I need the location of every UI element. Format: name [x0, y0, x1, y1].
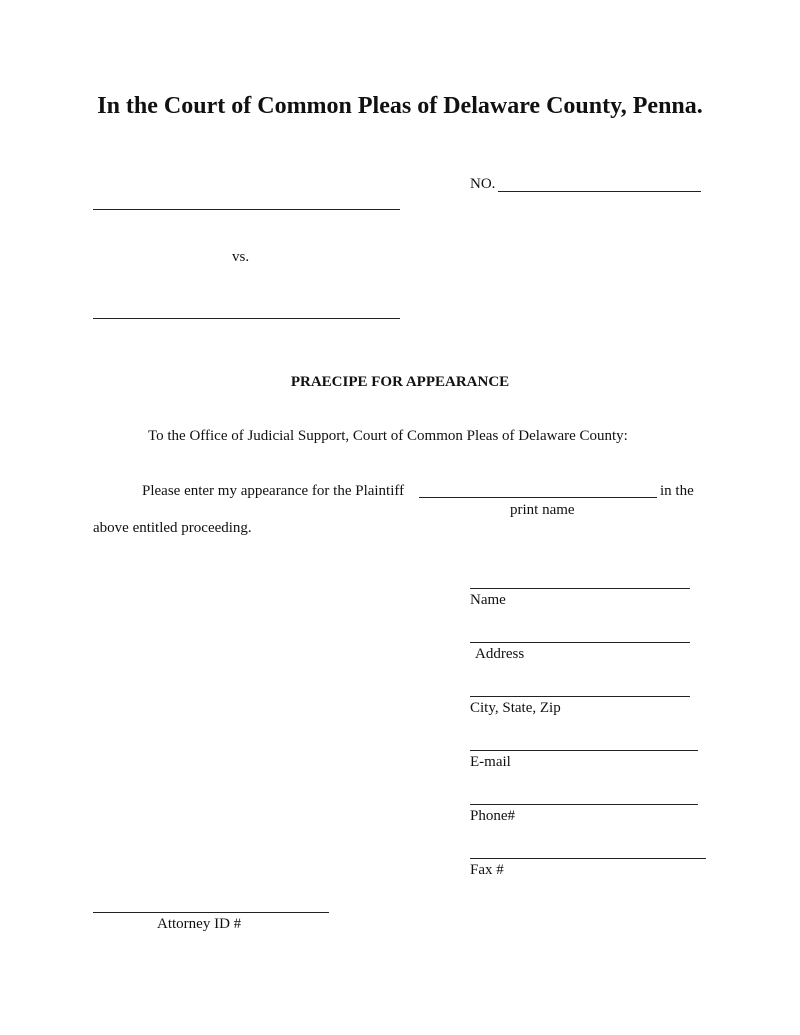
name-label: Name: [470, 592, 506, 608]
attorney-id-label: Attorney ID #: [157, 916, 242, 932]
body-continuation-text: above entitled proceeding.: [93, 520, 252, 536]
phone-label: Phone#: [470, 808, 515, 824]
phone-field[interactable]: [470, 804, 698, 805]
address-label: Address: [475, 646, 525, 662]
print-name-hint: print name: [510, 502, 575, 518]
email-label: E-mail: [470, 754, 511, 770]
name-field[interactable]: [470, 588, 690, 589]
city-state-zip-field[interactable]: [470, 696, 690, 697]
plaintiff-print-name-field[interactable]: [419, 497, 657, 498]
body-suffix-text: in the: [660, 483, 694, 499]
case-number-label: NO.: [470, 176, 496, 192]
address-field[interactable]: [470, 642, 690, 643]
defendant-name-field[interactable]: [93, 318, 400, 319]
case-number-field[interactable]: [498, 191, 701, 192]
court-title: In the Court of Common Pleas of Delaware County, Penna.: [97, 93, 703, 119]
plaintiff-name-field[interactable]: [93, 209, 400, 210]
attorney-id-field[interactable]: [93, 912, 329, 913]
fax-field[interactable]: [470, 858, 706, 859]
body-prefix-text: Please enter my appearance for the Plaintiff: [142, 483, 405, 499]
addressee-text: To the Office of Judicial Support, Court of Common Pleas of Delaware County:: [148, 428, 628, 444]
email-field[interactable]: [470, 750, 698, 751]
document-heading: PRAECIPE FOR APPEARANCE: [290, 374, 510, 390]
fax-label: Fax #: [470, 862, 504, 878]
city-state-zip-label: City, State, Zip: [470, 700, 561, 716]
versus-label: vs.: [232, 249, 250, 265]
